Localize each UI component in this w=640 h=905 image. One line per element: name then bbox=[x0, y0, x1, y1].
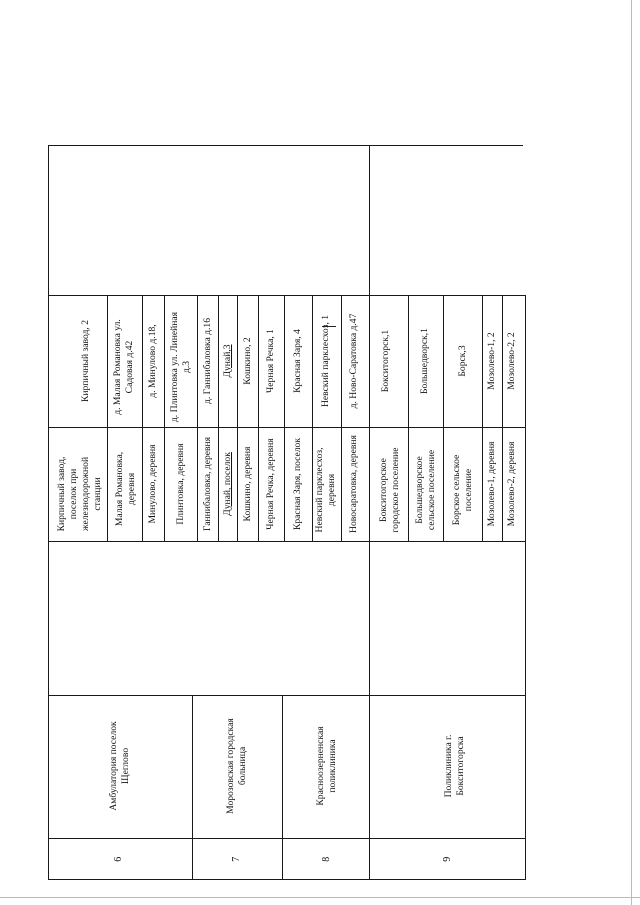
table-right-border bbox=[525, 295, 526, 880]
page-edge-bottom bbox=[0, 897, 640, 898]
address: Большедворск,1 bbox=[419, 328, 431, 394]
row-number: 7 bbox=[230, 856, 242, 862]
loc-sep bbox=[341, 295, 342, 542]
address: Дунай,3 bbox=[222, 344, 234, 378]
table-bottom-border bbox=[48, 879, 526, 880]
loc-sep bbox=[443, 295, 444, 542]
address: д. Минулово д.18, bbox=[147, 324, 159, 398]
row-sep-8-9 bbox=[369, 145, 370, 880]
address: Красная Заря, 4 bbox=[292, 329, 304, 393]
table-top-line bbox=[48, 145, 523, 146]
settlement-name: Борское сельское поселение bbox=[451, 454, 474, 526]
row-sep-6-7 bbox=[192, 695, 193, 880]
settlement-name: Большедворское сельское поселение bbox=[414, 449, 437, 531]
address: Мозолево-1, 2 bbox=[486, 332, 498, 390]
settlement-name: Мозолево-1, деревня bbox=[486, 441, 498, 527]
number-column-line bbox=[48, 838, 526, 839]
loc-sep bbox=[258, 295, 259, 542]
address: д. Ново-Саратовка д.47 bbox=[348, 313, 360, 409]
loc-sep bbox=[107, 295, 108, 542]
settlement-name: Красная Заря, поселок bbox=[292, 437, 304, 531]
address: Бокситогорск,1 bbox=[380, 329, 392, 393]
settlement-name: Черная Речка, деревня bbox=[265, 438, 277, 530]
row-sep-7-8 bbox=[282, 695, 283, 880]
address: Кирпичный завод, 2 bbox=[80, 319, 92, 403]
settlement-name: Минулово, деревня bbox=[147, 444, 159, 524]
address: д. Плинтовка ул. Линейная д.3 bbox=[169, 311, 192, 423]
loc-sep bbox=[197, 295, 198, 542]
loc-sep bbox=[408, 295, 409, 542]
loc-sep bbox=[237, 295, 238, 542]
loc-sep bbox=[218, 295, 219, 542]
settlement-name: Плинтовка, деревня bbox=[175, 443, 187, 525]
facility-name: Морозовская городская больница bbox=[225, 718, 248, 814]
facility-column-line bbox=[48, 695, 526, 696]
loc-sep bbox=[502, 295, 503, 542]
facility-name: Поликлиника г. Бокситогорска bbox=[443, 734, 466, 798]
locality-table-top bbox=[48, 295, 526, 296]
loc-sep bbox=[312, 295, 313, 542]
locality-column-separator bbox=[48, 427, 526, 428]
settlement-name: Кирпичный завод, поселок при железнодорожной станции bbox=[56, 456, 103, 532]
loc-sep bbox=[482, 295, 483, 542]
settlement-name: Малая Романовка, деревня bbox=[114, 451, 137, 527]
address: Борск,3 bbox=[457, 345, 469, 377]
settlement-name: Ганнибаловка, деревня bbox=[202, 436, 214, 532]
settlement-name: Дунай, поселок bbox=[222, 452, 234, 516]
loc-sep bbox=[142, 295, 143, 542]
table-left-border bbox=[48, 145, 49, 880]
address: Кошкино, 2 bbox=[242, 337, 254, 385]
address: Черная Речка, 1 bbox=[265, 329, 277, 393]
settlement-name: Мозолево-2, деревня bbox=[506, 441, 518, 527]
settlement-name: Бокситогорское городское поселение bbox=[378, 447, 401, 533]
row-number: 9 bbox=[441, 856, 453, 862]
facility-name: Красноозерненская поликлиника bbox=[315, 726, 338, 806]
settlement-name: Невский парклесхоз, деревня bbox=[314, 447, 337, 533]
loc-sep bbox=[164, 295, 165, 542]
facility-name: Амбулатория поселок Щеглово bbox=[108, 721, 131, 811]
address: д. Малая Романовка ул. Садовая д.42 bbox=[112, 319, 135, 415]
page-edge-right bbox=[631, 0, 632, 905]
row-number: 8 bbox=[320, 856, 332, 862]
address: Невский парклесхоз, 1 bbox=[320, 314, 332, 408]
loc-sep bbox=[284, 295, 285, 542]
address: д. Ганнибаловка д.16 bbox=[202, 317, 214, 405]
address: Мозолево-2, 2 bbox=[506, 332, 518, 390]
row-number: 6 bbox=[112, 856, 124, 862]
settlement-name: Кошкино, деревня bbox=[242, 446, 254, 522]
settlement-name: Новосаратовка, деревня bbox=[348, 435, 360, 533]
